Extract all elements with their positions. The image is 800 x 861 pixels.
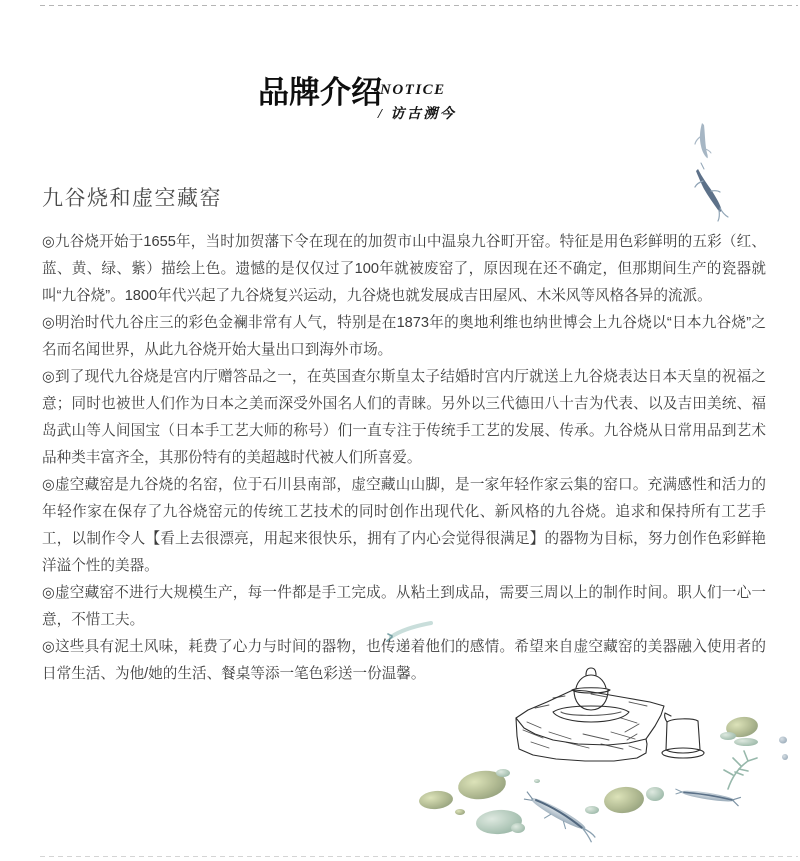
notice-label: NOTICE: [380, 82, 446, 98]
paragraph-kokuzo-kiln: ◎虚空藏窑是九谷烧的名窑，位于石川县南部，虚空藏山山脚，是一家年轻作家云集的窑口。充满感性和活力的年轻作家在保存了九谷烧窑元的传统工艺技术的同时创作出现代化、新风格的九谷烧。追求和保持所有工艺手工，以制作令人【看上去很漂亮，用起来很快乐，拥有了内心会觉得很满足】的器物为目标，努力创作色彩鲜艳洋溢个性的美器。: [42, 477, 766, 574]
paragraph-wish: ◎这些具有泥土风味，耗费了心力与时间的器物，也传递着他们的感情。希望来自虚空藏窑的美器融入使用者的日常生活、为他/她的生活、餐桌等添一笔色彩送一份温馨。: [42, 639, 766, 682]
bottom-dashed-border: [40, 856, 798, 857]
tea-set-sketch-illustration: [415, 660, 800, 855]
paragraph-modern-kutani: ◎到了现代九谷烧是宫内厅赠答品之一，在英国查尔斯皇太子结婚时宫内厅就送上九谷烧表达日本天皇的祝福之意；同时也被世人们作为日本之美而深受外国名人们的青睐。另外以三代德田八十吉为代表、以及吉田美统、福岛武山等人间国宝（日本手工艺大师的称号）们一直专注于传统手工艺的发展、传承。九谷烧从日常用品到艺术品种类丰富齐全，其那份特有的美超越时代被人们所喜爱。: [42, 369, 766, 466]
page-title: 品牌介绍: [258, 75, 382, 110]
seaweed-sprig-icon: [724, 751, 757, 789]
stone-tea-stand-sketch: [516, 668, 704, 761]
ink-fish-diagonal-icon: [520, 791, 599, 844]
section-heading: 九谷烧和虚空藏窑: [42, 187, 222, 210]
paragraph-handmade: ◎虚空藏窑不进行大规模生产，每一件都是手工完成。从粘土到成品，需要三周以上的制作时间。职人们一心一意，不惜工夫。: [42, 585, 766, 628]
top-dashed-border: [40, 5, 798, 6]
ink-fish-horizontal-icon: [674, 787, 741, 806]
tagline-label: / 访古溯今: [378, 107, 457, 122]
paragraph-kutani-origin: ◎九谷烧开始于1655年，当时加贺藩下令在现在的加贺市山中温泉九谷町开窑。特征是用色彩鲜明的五彩（红、蓝、黄、绿、紫）描绘上色。遗憾的是仅仅过了100年就被废窑了，原因现在还不确定，但那期间生产的瓷器就叫“九谷烧”。1800年代兴起了九谷烧复兴运动，九谷烧也就发展成吉田屋风、木米风等风格各异的流派。: [42, 234, 766, 304]
paragraph-meiji-era: ◎明治时代九谷庄三的彩色金襕非常有人气，特别是在1873年的奥地利维也纳世博会上九谷烧以“日本九谷烧”之名而名闻世界，从此九谷烧开始大量出口到海外市场。: [42, 315, 766, 358]
ink-fish-pair-icon: [681, 119, 729, 231]
watercolor-streak-icon: [385, 618, 435, 644]
